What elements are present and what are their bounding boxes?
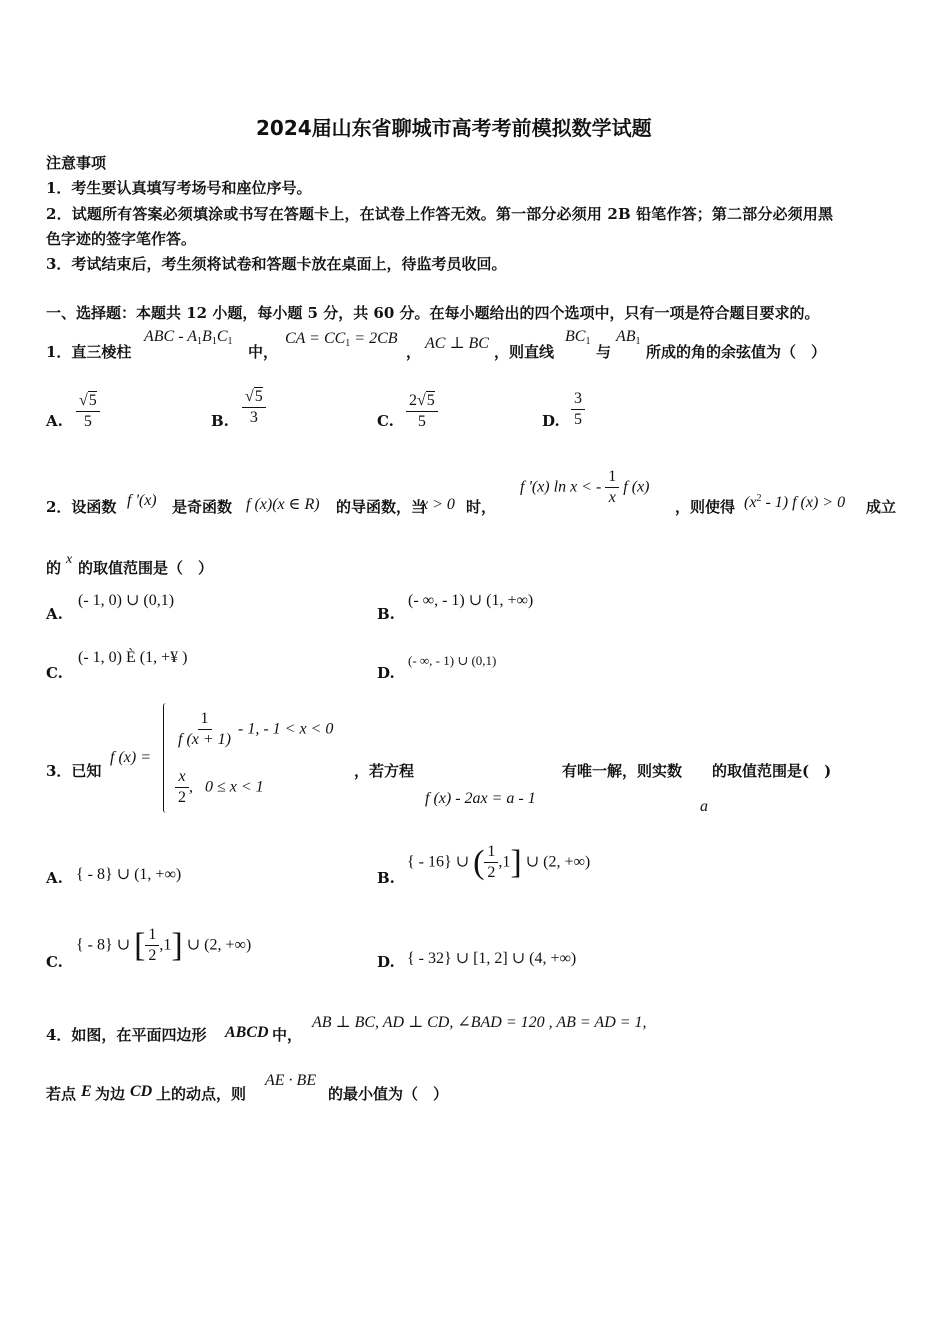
q1-option-d[interactable]: $\frac{3}{5}$ <box>571 390 585 430</box>
q2-option-b[interactable]: (- ∞, - 1) ∪ (1, +∞) <box>408 592 534 609</box>
q1-stem: 中， <box>248 343 279 361</box>
q2-stem: 的导函数，当 <box>336 498 427 516</box>
q3-stem: 有唯一解，则实数 <box>562 762 683 780</box>
q1-option-d-label[interactable]: D. <box>542 412 560 430</box>
notice-item: 1．考生要认真填写考场号和座位序号。 <box>46 179 312 197</box>
page-title: 2024届山东省聊城市高考考前模拟数学试题 <box>256 116 652 140</box>
q3-stem: ，若方程 <box>354 762 415 780</box>
q1-option-a[interactable]: $\frac{√5}{5}$ <box>76 392 100 432</box>
q2-stem: 的取值范围是（ ） <box>78 559 214 577</box>
q2-option-a-label[interactable]: A. <box>46 605 63 623</box>
q1-option-c[interactable]: $\frac{2√5}{5}$ <box>406 392 438 432</box>
q4-conditions: AB ⊥ BC, AD ⊥ CD, ∠BAD = 120 , AB = AD = 1, <box>312 1014 647 1031</box>
q4-stem: 上的动点，则 <box>156 1085 247 1103</box>
q4-vector: AE · BE <box>265 1072 317 1089</box>
q2-option-c-label[interactable]: C. <box>46 664 63 682</box>
q4-edge: CD <box>130 1083 153 1100</box>
q2-ineq: f '(x) ln x < - $\frac{1}{x}$ f (x) <box>520 468 650 507</box>
notice-item: 色字迹的签字笔作答。 <box>46 230 197 248</box>
q4-point: E <box>81 1083 92 1100</box>
q1-stem: ，则直线 <box>494 343 555 361</box>
q2-stem: 是奇函数 <box>172 498 233 516</box>
q3-brace <box>163 703 166 813</box>
section-heading: 一、选择题：本题共 12 小题，每小题 5 分，共 60 分。在每小题给出的四个选项中，只有一项是符合题目要求的。 <box>46 304 820 322</box>
q4-stem: 为边 <box>95 1085 126 1103</box>
q3-stem: 的取值范围是( ) <box>712 762 832 780</box>
q3-f-def: f (x) = <box>110 749 151 766</box>
q1-stem: 1．直三棱柱 <box>46 343 132 361</box>
q2-x: x <box>66 552 73 567</box>
q1-line1: $BC_1$ <box>565 328 591 347</box>
q1-option-a-label[interactable]: A. <box>46 412 63 430</box>
q3-option-c[interactable]: { - 8} ∪ [ $\frac{1}{2}$ ,1] ∪ (2, +∞) <box>76 926 252 965</box>
q3-var: a <box>700 798 708 815</box>
q1-stem: 所成的角的余弦值为（ ） <box>646 343 827 361</box>
q3-piece1: $\frac{1}{f (x + 1)}$ - 1, - 1 < x < 0 <box>178 710 334 749</box>
q4-quad: ABCD <box>225 1024 269 1041</box>
q3-option-c-label[interactable]: C. <box>46 953 63 971</box>
q1-cond2: AC ⊥ BC <box>425 335 489 352</box>
q4-stem: 中， <box>272 1026 303 1044</box>
q4-stem: 4．如图，在平面四边形 <box>46 1026 207 1044</box>
q2-fprime: f '(x) <box>127 492 157 509</box>
q4-stem: 若点 <box>46 1085 77 1103</box>
q3-option-b-label[interactable]: B. <box>377 869 395 887</box>
q1-stem: 与 <box>596 343 612 361</box>
q2-f: f (x)(x ∈ R) <box>246 496 320 513</box>
q3-stem: 3．已知 <box>46 762 102 780</box>
q2-stem: 时， <box>466 498 497 516</box>
q2-stem: ，则使得 <box>675 498 736 516</box>
q3-option-b[interactable]: { - 16} ∪ ( $\frac{1}{2}$ ,1] ∪ (2, +∞) <box>407 843 591 882</box>
q2-target: $(x^2 - 1)$ f (x) > 0 <box>744 493 846 511</box>
q2-option-d-label[interactable]: D. <box>377 664 395 682</box>
q3-piece2: $\frac{x}{2}$ , 0 ≤ x < 1 <box>175 768 264 808</box>
q2-stem: 成立 <box>866 498 897 516</box>
notice-item: 3．考试结束后，考生须将试卷和答题卡放在桌面上，待监考员收回。 <box>46 255 507 273</box>
q3-option-d[interactable]: { - 32} ∪ [1, 2] ∪ (4, +∞) <box>407 950 577 967</box>
q2-cond: x > 0 <box>421 496 455 513</box>
q2-option-a[interactable]: (- 1, 0) ∪ (0,1) <box>78 592 175 609</box>
q1-cond1: CA = $CC_1 = 2CB$ <box>285 330 398 349</box>
q1-line2: $AB_1$ <box>616 328 641 347</box>
q2-option-d[interactable]: (- ∞, - 1) ∪ (0,1) <box>408 653 497 668</box>
q2-stem: 2．设函数 <box>46 498 117 516</box>
q2-option-b-label[interactable]: B. <box>377 605 395 623</box>
notice-heading: 注意事项 <box>46 154 107 172</box>
q4-stem: 的最小值为（ ） <box>328 1085 449 1103</box>
q1-stem: ， <box>406 343 422 361</box>
q1-prism: ABC - $A_1B_1C_1$ <box>144 328 233 347</box>
notice-item: 2．试题所有答案必须填涂或书写在答题卡上，在试卷上作答无效。第一部分必须用 2B 铅笔作答；第二部分必须用黑 <box>46 205 834 223</box>
q3-equation: f (x) - 2ax = a - 1 <box>425 790 536 807</box>
q3-option-d-label[interactable]: D. <box>377 953 395 971</box>
q1-option-b[interactable]: $\frac{√5}{3}$ <box>242 388 266 428</box>
q2-option-c[interactable]: (- 1, 0) È (1, +¥ ) <box>78 649 188 666</box>
q2-stem: 的 <box>46 559 62 577</box>
q1-option-b-label[interactable]: B. <box>211 412 229 430</box>
q1-option-c-label[interactable]: C. <box>377 412 394 430</box>
q3-option-a[interactable]: { - 8} ∪ (1, +∞) <box>76 866 182 883</box>
q3-option-a-label[interactable]: A. <box>46 869 63 887</box>
